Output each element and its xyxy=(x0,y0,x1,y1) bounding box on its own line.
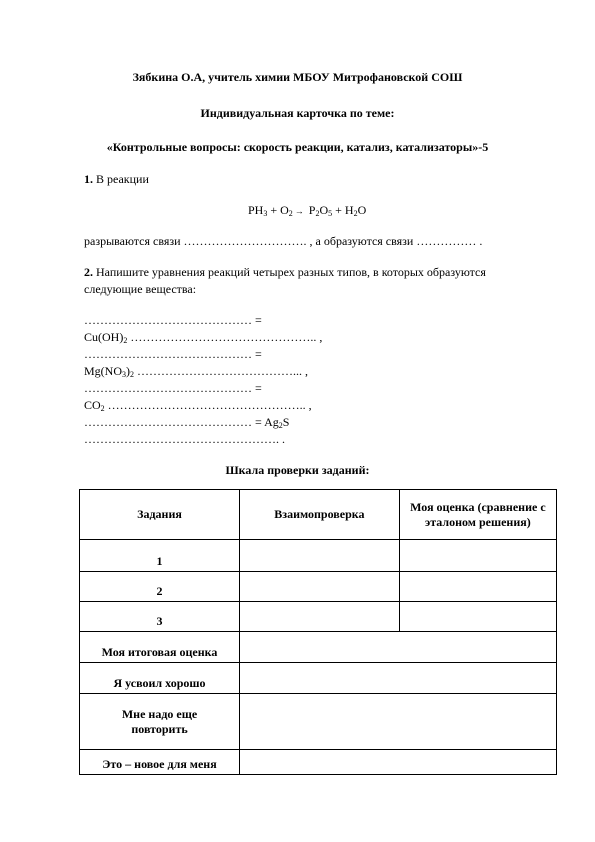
eq-ph: PH xyxy=(248,203,264,217)
final-grade-cell[interactable] xyxy=(240,632,557,663)
summary-need-review: Мне надо еще повторить xyxy=(80,694,240,750)
q1-equation xyxy=(248,203,366,218)
ag2s-end: S xyxy=(282,415,290,429)
learned-well-cell[interactable] xyxy=(240,663,557,694)
q2-line-5: …………………………………… = xyxy=(84,381,262,395)
q2-text-line1 xyxy=(84,265,486,280)
co2-dots: ………………………………………….. , xyxy=(104,398,312,412)
card-title: Индивидуальная карточка по теме: xyxy=(200,106,395,120)
mgno3-formula: Mg(NO xyxy=(84,364,122,378)
my-grade-cell[interactable] xyxy=(399,602,556,632)
peer-check-cell[interactable] xyxy=(240,572,400,602)
my-grade-cell[interactable] xyxy=(399,572,556,602)
q2-line-4 xyxy=(84,364,308,379)
co2-formula: CO xyxy=(84,398,101,412)
table-row xyxy=(80,663,557,694)
table-row xyxy=(80,694,557,750)
q2-line-1: …………………………………… = xyxy=(84,313,262,327)
q1-title: В реакции xyxy=(96,172,149,186)
q2-text: Напишите уравнения реакций четырех разных типов, в которых образуются xyxy=(96,265,486,279)
q1-heading xyxy=(84,172,149,187)
mgno3-dots: …………………………………... , xyxy=(134,364,308,378)
table-header-row xyxy=(80,490,557,540)
eq-p: P xyxy=(305,203,316,217)
header-my-grade: Моя оценка (сравнение с эталоном решения) xyxy=(399,490,556,540)
arrow-icon: → xyxy=(294,206,304,216)
peer-check-cell[interactable] xyxy=(240,540,400,572)
my-grade-cell[interactable] xyxy=(399,540,556,572)
cuoh-dots: ……………………………………….. , xyxy=(127,330,323,344)
q1-answer-line: разрываются связи …………………………. , а образуются связи …………… . xyxy=(84,234,483,248)
ag2s-sub: 2 xyxy=(278,421,283,430)
q2-line-2 xyxy=(84,330,322,345)
new-for-me-cell[interactable] xyxy=(240,750,557,775)
table-row xyxy=(80,572,557,602)
task-number: 3 xyxy=(80,602,240,632)
task-number: 2 xyxy=(80,572,240,602)
scale-table xyxy=(79,489,557,775)
author-line: Зябкина О.А, учитель химии МБОУ Митрофановской СОШ xyxy=(132,70,463,84)
peer-check-cell[interactable] xyxy=(240,602,400,632)
q2-line-6 xyxy=(84,398,312,413)
eq-o2-sub: 5 xyxy=(328,209,333,218)
task-number: 1 xyxy=(80,540,240,572)
topic-title: «Контрольные вопросы: скорость реакции, катализ, катализаторы»-5 xyxy=(106,140,489,154)
ag2s-dots: …………………………………… = Ag xyxy=(84,415,279,429)
eq-end: O xyxy=(357,203,367,217)
header-peer-check: Взаимопроверка xyxy=(240,490,400,540)
summary-final-grade: Моя итоговая оценка xyxy=(80,632,240,663)
cuoh-sub: 2 xyxy=(123,336,128,345)
eq-p-sub: 2 xyxy=(315,209,320,218)
mgno3-sub: 3 xyxy=(122,370,126,379)
mgno3-sub2: 2 xyxy=(130,370,134,379)
q1-number: 1. xyxy=(84,172,93,186)
cuoh-formula: Cu(OH) xyxy=(84,330,124,344)
eq-o: + O xyxy=(267,203,289,217)
eq-o-sub: 2 xyxy=(288,209,293,218)
q2-text-line2: следующие вещества: xyxy=(84,282,197,296)
eq-ph-sub: 3 xyxy=(263,209,268,218)
eq-h-sub: 2 xyxy=(353,209,358,218)
table-row xyxy=(80,750,557,775)
summary-learned-well: Я усвоил хорошо xyxy=(80,663,240,694)
need-review-cell[interactable] xyxy=(240,694,557,750)
eq-o2: O xyxy=(319,203,329,217)
co2-sub: 2 xyxy=(100,404,105,413)
mgno3-bracket: ) xyxy=(126,364,130,378)
q2-line-3: …………………………………… = xyxy=(84,347,262,361)
q2-line-7 xyxy=(84,415,289,430)
scale-title: Шкала проверки заданий: xyxy=(225,463,370,477)
table-row xyxy=(80,540,557,572)
table-row xyxy=(80,632,557,663)
header-tasks: Задания xyxy=(80,490,240,540)
q2-number: 2. xyxy=(84,265,93,279)
table-row xyxy=(80,602,557,632)
eq-h: + H xyxy=(332,203,354,217)
q2-line-8: …………………………………………. . xyxy=(84,432,285,446)
summary-new-for-me: Это – новое для меня xyxy=(80,750,240,775)
